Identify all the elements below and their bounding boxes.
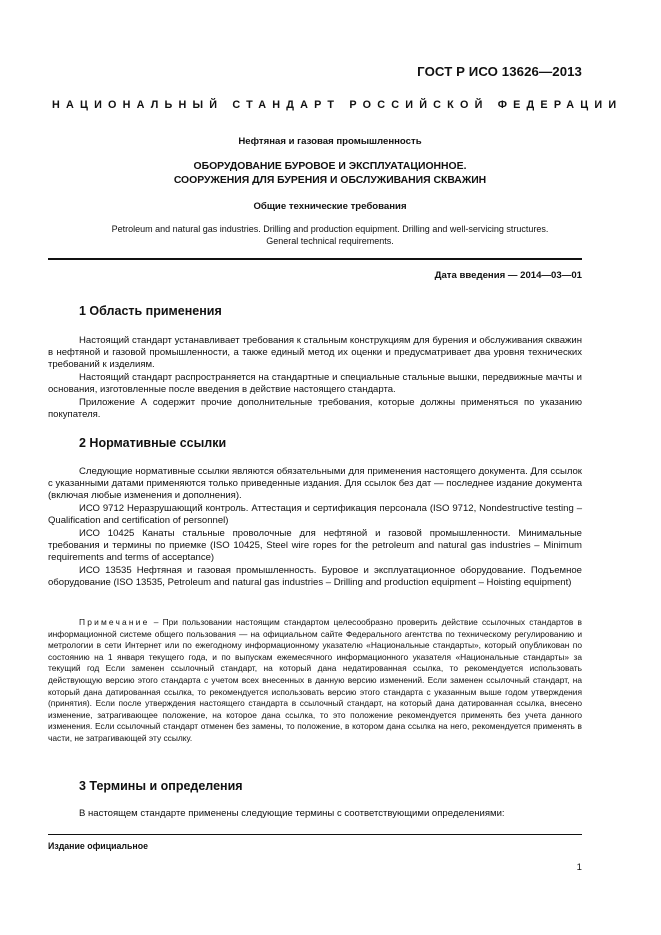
english-title-line-1: Petroleum and natural gas industries. Drilling and production equipment. Drilling and well-servicing structures. bbox=[111, 224, 549, 234]
title-line-1: ОБОРУДОВАНИЕ БУРОВОЕ И ЭКСПЛУАТАЦИОННОЕ. bbox=[193, 161, 467, 172]
standard-number: ГОСТ Р ИСО 13626—2013 bbox=[417, 64, 582, 79]
national-standard-title: НАЦИОНАЛЬНЫЙ СТАНДАРТ РОССИЙСКОЙ ФЕДЕРАЦИИ bbox=[52, 99, 623, 111]
section-2-reference-iso-9712: ИСО 9712 Неразрушающий контроль. Аттестация и сертификация персонала (ISO 9712, Nondestructive testing – Qualification and certification of personnel) bbox=[48, 503, 582, 527]
document-title bbox=[48, 160, 612, 188]
section-1-paragraph-3: Приложение А содержит прочие дополнительные требования, которые должны применяться по указанию покупателя. bbox=[48, 397, 582, 421]
section-2-reference-iso-13535: ИСО 13535 Нефтяная и газовая промышленность. Буровое и эксплуатационное оборудование. Подъемное оборудование (ISO 13535, Petroleum and natural gas industries – Drilling and production equipment – Hoisting equipment) bbox=[48, 565, 582, 589]
document-subtitle: Общие технические требования bbox=[253, 201, 407, 212]
section-3-heading: 3 Термины и определения bbox=[79, 779, 243, 793]
footer-divider bbox=[48, 834, 582, 835]
introduction-date: Дата введения — 2014—03—01 bbox=[434, 270, 582, 281]
note-text: – При пользовании настоящим стандартом целесообразно проверить действие ссылочных стандартов в информационной системе общего пользования — на официальном сайте Федерального агентства по техническому регулированию и метрологии в сети Интернет или по ежегодному информационному указателю «Национальные стандарты», который опубликован по состоянию на 1 января текущего года, и по выпускам ежемесячного информационного указателя «Национальные стандарты» за текущий год Если заменен ссылочный стандарт, на который дана недатированная ссылка, то рекомендуется использовать действующую версию этого стандарта с учетом всех внесенных в данную версию изменений. Если заменен ссылочный стандарт, на который дана датированная ссылка, то рекомендуется использовать версию этого стандарта с указанным выше годом утверждения (принятия). Если после утверждения настоящего стандарта в ссылочный стандарт, на который дана датированная ссылка, внесено изменение, затрагивающее положение, на которое дана ссылка, то это положение рекомендуется применять без учета данного изменения. Если ссылочный стандарт отменен без замены, то положение, в котором дана ссылка на него, рекомендуется применять в части, не затрагивающей эту ссылку. bbox=[48, 617, 582, 743]
section-2-paragraph-1: Следующие нормативные ссылки являются обязательными для применения настоящего документа. Для ссылок с указанными датами применяются только приведенные издания. Для ссылок без дат — последнее издание документа (включая любые изменения и дополнения). bbox=[48, 466, 582, 502]
section-2-reference-iso-10425: ИСО 10425 Канаты стальные проволочные для нефтяной и газовой промышленности. Минимальные требования и термины по приемке (ISO 10425, Steel wire ropes for the petroleum and natural gas industries – Minimum requirements and terms of acceptance) bbox=[48, 528, 582, 564]
section-2-heading: 2 Нормативные ссылки bbox=[79, 436, 227, 450]
english-title bbox=[48, 223, 612, 248]
title-line-2: СООРУЖЕНИЯ ДЛЯ БУРЕНИЯ И ОБСЛУЖИВАНИЯ СКВАЖИН bbox=[173, 175, 487, 186]
page-number: 1 bbox=[576, 862, 582, 873]
section-1-heading: 1 Область применения bbox=[79, 304, 222, 318]
section-3-paragraph-1: В настоящем стандарте применены следующие термины с соответствующими определениями: bbox=[79, 808, 505, 819]
edition-label: Издание официальное bbox=[48, 841, 148, 851]
industry-line: Нефтяная и газовая промышленность bbox=[238, 136, 422, 147]
header-divider bbox=[48, 258, 582, 260]
section-1-paragraph-1: Настоящий стандарт устанавливает требования к стальным конструкциям для бурения и обслуживания скважин в нефтяной и газовой промышленности, а также единый метод их оценки и предусматривает два уровня технических требований к изделиям. bbox=[48, 335, 582, 371]
section-1-paragraph-2: Настоящий стандарт распространяется на стандартные и специальные стальные вышки, передвижные мачты и основания, изготовленные после введения в действие настоящего стандарта. bbox=[48, 372, 582, 396]
english-title-line-2: General technical requirements. bbox=[266, 236, 394, 247]
section-2-note bbox=[48, 617, 582, 745]
note-label: Примечание bbox=[79, 617, 150, 627]
